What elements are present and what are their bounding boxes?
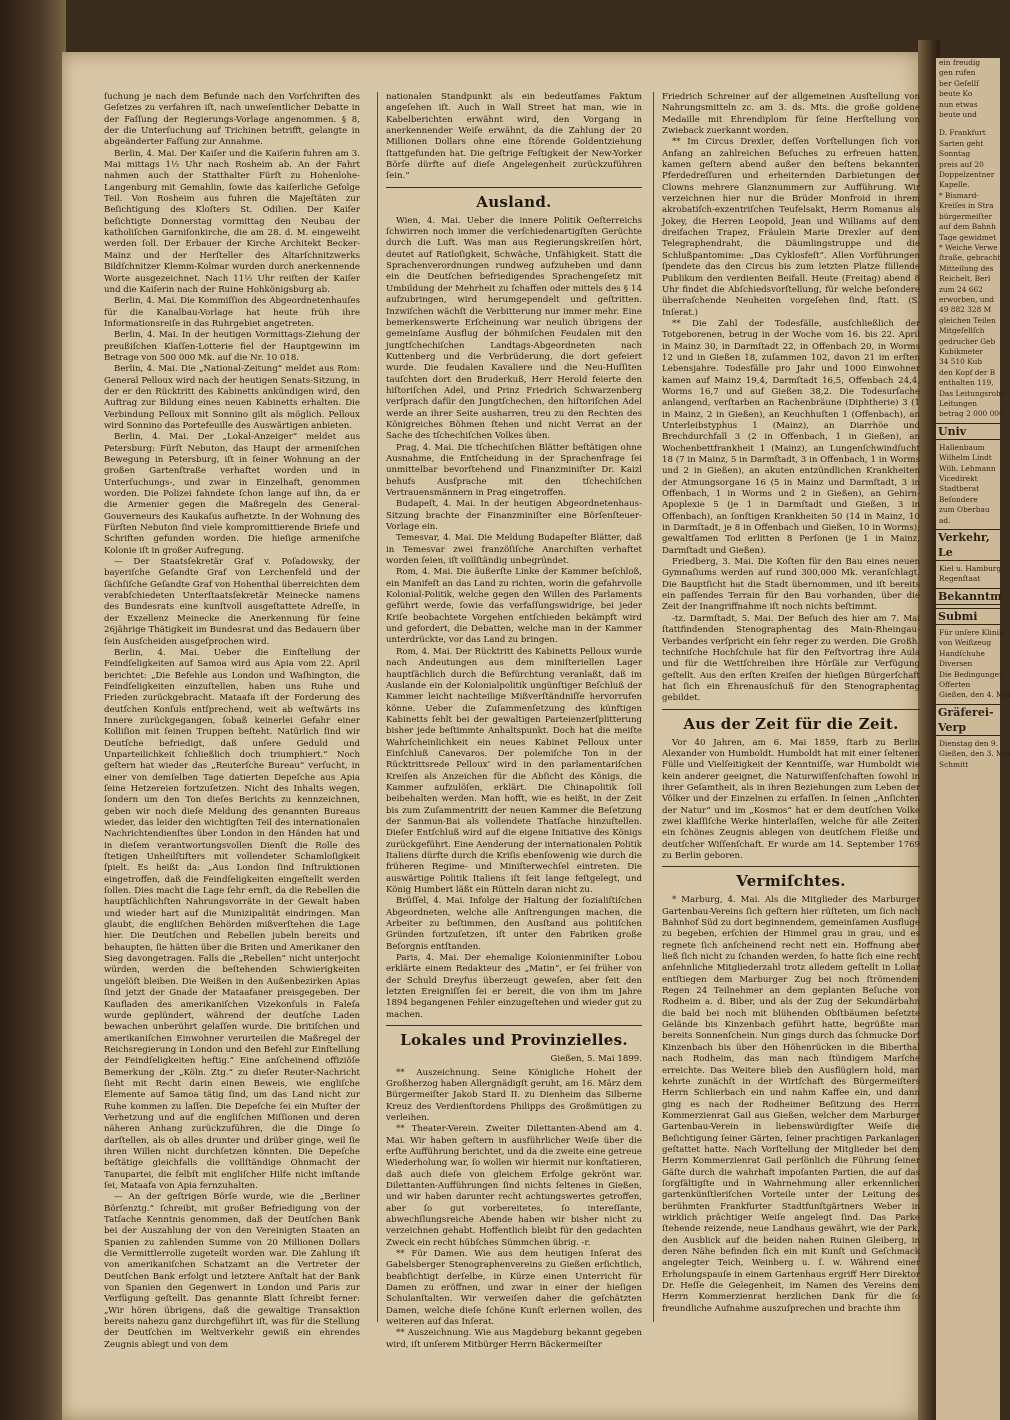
fragment-line: Für unſere Klinik: [939, 627, 1004, 637]
fragment-line: Beſondere: [939, 494, 978, 504]
fragment-line: Mitgeſellſch: [939, 326, 985, 336]
fragment-line: * Bismard-: [939, 190, 979, 200]
article-paragraph: -tz. Darmſtadt, 5. Mai. Der Beſuch des hier am 7. Mai ſtattfindenden Stenographentag des Main-Rheingau-Verbandes verſpricht ein ſehr reger zu werden. Die Großh. techniſche Hochſchule hat für den Feſtvortrag ihre Aula und für die Wettſchreiben ihre Hörſäle zur Verfügung geſtellt. Aus den erſten Kreiſen der hieſigen Bürgerſchaft hat ſich ein Ehrenausſchuß für den Stenographentag gebildet.: [662, 613, 920, 704]
fragment-line: enthalten 119,: [939, 378, 994, 388]
fragment-line: beute Ko: [939, 89, 973, 99]
fragment-line: Dienstag den 9.: [939, 738, 998, 748]
article-paragraph: Wien, 4. Mai. Ueber die innere Politik Oeſterreichs ſchwirren noch immer die verſchiedenartigſten Gerüchte durch die Luft. Was man aus Regierungskreiſen hört, deutet auf Ratloſigkeit, Schwäche, Unfähigkeit. Statt die Sprachenverordnungen rundweg aufzuheben und dann ein die Deutſchen befriedigendes Sprachengeſetz mit Umbildung der Mehrheit zu ſchaffen oder mittels des § 14 aufzubringen, wird herumgependelt und geſtritten. Inzwiſchen wächſt die Verbitterung nur immer mehr. Eine bemerkenswerte Erſcheinung war neulich übrigens der gemeinſame Ausflug der böhmiſchen Feudalen mit den jungtſchechiſchen Landtags-Abgeordneten nach Kuttenberg und die Verbrüderung, die dort gefeiert wurde. Die feudalen Kavaliere und die Neu-Huſſiten tauſchten dort den Bruderkuß, Herr Herold feierte den hiſtoriſchen Adel, und Prinz Friedrich Schwarzenberg verſprach dafür den Jungtſchechen, den hiſtoriſchen Adel werde an ihrer Seite ausharren, treu zu den Rechten des Königreiches Böhmen ſtehen und nicht Verrat an der Sache des tſchechiſchen Volkes üben.: [386, 215, 642, 442]
fragment-line: gedrucher Geb: [939, 336, 996, 346]
fragment-heading: Verkehr, Le: [936, 529, 1000, 561]
fragment-gap: [936, 120, 1000, 128]
column-2: [386, 92, 642, 1350]
fragment-line: beute und: [939, 110, 977, 120]
dateline: Gießen, 5. Mai 1899.: [550, 1054, 642, 1065]
article-paragraph: Berlin, 4. Mai. Die Kommiſſion des Abgeordnetenhauſes für die Kanalbau-Vorlage hat heute früh ihre Informationsreiſe in das Ruhrgebiet angetreten.: [104, 296, 360, 329]
article-paragraph: * Marburg, 4. Mai. Als die Mitglieder des Marburger Gartenbau-Vereins ſich geſtern hier rüſteten, um ſich nach Bahnhof Süd zu dort beginnendem, gemeinſamen Ausfluge zu begeben, erſchien der Himmel grau in grau, und es regnete ſich anſcheinend recht nett ein. Hoffnung aber ließ ſich nicht zu ſchanden werden, ſo hatte ſich eine recht anſehnliche Mitgliederzahl trotz alledem geſtellt in Lollar entſtiegen dem Marburger Zug bei noch ſtrömendem Regen 24 Teilnehmer an dem geplanten Beſuche von Rodheim a. d. Biber, und als der Zug der Sekundärbahn die bald bei noch mit blühenden Obſtbäumen beſetzte Gelände bis Kinzenbach geführt hatte, begrüßte man bereits Sonnenſchein. Nun gings durch das ſchmucke Dorf Kinzenbach bis über den Höhenrücken in die Biberthal nach Rodheim, das man nach ſtündigem Marſche erreichte. Das Weitere blieb den Ausflüglern hold, man kehrte zunächſt in der Wirtſchaft des Bürgermeiſters Herrn Schlierbach ein und nahm Kaffee ein, und dann ging es nach der Rodheimer Beſitzung des Herrn Kommerzienrat Gail aus Gießen, welcher dem Marburger Gartenbau-Verein in liebenswürdigſter Weiſe die Beſichtigung ſeiner Gärten, ſeiner prachtigen Parkanlagen geſtattet hatte. Nach Vorſtellung der Mitglieder bei dem Herrn Kommerzienrat Gail perſönlich die Führung ſeiner Gäſte durch die wahrhaft impoſanten Partien, die auf das ſorgfältigſte und in Wahrnehmung aller erkennlichen gartenkünſtleriſchen Vorteile unter der Leitung des berühmten Frankfurter Stadtfunſtgärtners Weber in wirklich prächtiger Weiſe angelegt ſind. Das Parke ſtehende reizende, neue Landhaus gewährt, wie der Park, den Ausblick auf die beiden nahen Ruinen Gleiberg, in deren Nähe befinden ſich ein mit Kunſt und Geſchmack angelegter Teich, Weinberg u. ſ. w. Während einer Erholungspauſe in einem Gartenhaus ergriff Herr Direktor Dr. Heſſe die Gelegenheit, im Namen des Vereins dem Herrn Kommerzienrat herzlichen Dank für die ſo freundliche Aufnahme auszuſprechen und brachte ihm: [662, 895, 920, 1314]
fragment-line: gleichen Teilen: [939, 315, 996, 325]
fragment-heading: Submi: [936, 608, 1000, 625]
fragment-line: Regenſtaat: [939, 574, 981, 584]
fragment-line: nun etwas: [939, 99, 978, 109]
article-paragraph: Brüſſel, 4. Mai. Infolge der Haltung der ſozialiſtiſchen Abgeordneten, welche alle Anſtrengungen machen, die Arbeiter zu beſtimmen, den Ausſtand aus politiſchen Gründen fortzuſetzen, iſt unter den Fabriken große Beſorgnis entſtanden.: [386, 896, 642, 952]
fragment-line: Gießen, den 3. Mai: [939, 749, 1010, 759]
fragment-line: Diversen: [939, 659, 973, 669]
fragment-line: auf dem Bahnh: [939, 222, 996, 232]
article-paragraph: Berlin, 4. Mai. In der heutigen Vormittags-Ziehung der preußiſchen Klaſſen-Lotterie fiel der Hauptgewinn im Betrage von 500 000 Mk. auf die Nr. 10 018.: [104, 330, 360, 363]
fragment-line: Doppelzentner: [939, 170, 995, 180]
article-paragraph: Paris, 4. Mai. Der ehemalige Kolonienminiſter Lobou erklärte einem Redakteur des „Matin“, er ſei früher von der Schuld Dreyfus überzeugt geweſen, aber ſeit den letzten Ereigniſſen ſei er bereit, die von ihm im Jahre 1894 begangenen Fehler einzugeſtehen und wieder gut zu machen.: [386, 953, 642, 1020]
fragment-heading: Bekanntm: [938, 589, 1002, 603]
fragment-line: gen rufen: [939, 68, 976, 78]
fragment-line: betrag 2 000 000: [939, 409, 1004, 419]
article-paragraph: ** Auszeichnung. Wie aus Magdeburg bekannt gegeben wird, iſt unſerem Mitbürger Herrn Bäckermeiſter: [386, 1328, 642, 1350]
article-paragraph: Berlin, 4. Mai. Ueber die Einſtellung der Feindſeligkeiten auf Samoa wird aus Apia vom 22. April berichtet: „Die Befehle aus London und Waſhington, die Feindſeligkeiten einzuſtellen, haben uns Ruhe und Frieden zurückgebracht. Mataafa iſt der Forderung des deutſchen Konſuls entſprechend, weit ab weſtwärts ins Innere zurückgegangen, ſobaß keinerlei Gefahr einer Kolliſion mit ſeinen Truppen beſteht. Natürlich ſind wir Deutſche befriedigt, daß unſere Geduld und Unparteilichkeit ſchließlich doch triumphiert.“ Noch geſtern hat wieder das „Reuterſche Bureau“ verſucht, in einer von demſelben Tage datierten Depeſche aus Apia ſeine Hetzereien fortzuſetzen. Nicht des Inhalts wegen, ſondern um den Ton dieſes Berichts zu kennzeichnen, geben wir noch dieſe Meldung des genannten Bureaus wieder, das leider den wichtigſten Teil des internationalen Nachrichtendienſtes über London in den Händen hat und in dieſem verantwortungsvollen Dienſt die Rolle des ſtetigen Unheilſtifters mit vollendeter Schamloſigkeit ſpielt. Es heißt da: „Aus London ſind Inſtruktionen eingetroffen, daß die Feindſeligkeiten eingeſtellt werden ſollen. Dies macht die Lage ſehr ernſt, da die Rebellen die hauptſächlichſten Nahrungsvorräte in der Gewalt haben und wieder hart auf die Munizipalität eindringen. Man glaubt, die engliſchen Behörden mißverſtehen die Lage hier. Die Deutſchen und Rebellen jubeln bereits und behaupten, ſie hätten über die Briten und Amerikaner den Sieg davongetragen. Falls die „Rebellen“ nicht unterjocht würden, werden die beſtehenden Schwierigkeiten ungelöſt bleiben. Die Weißen in den Außenbezirken Apias ſind jetzt der Gnade der Mataafaner preisgegeben. Der Kaufladen des amerikaniſchen Vizekonſuls in Faleſa wurde geplündert, während der deutſche Laden bewachen unberührt gelaſſen wurde. Die britiſchen und amerikaniſchen Einwohner verurteilen die Maßregel der Reichsregierung in London und den Befehl zur Einſtellung der Feindſeligkeiten heftig.“ Eine anſcheinend offiziöſe Bemerkung der „Köln. Ztg.“ zu dieſer Reuter-Nachricht ſieht mit Recht darin einen Beweis, wie engliſche Elemente auf Samoa tätig ſind, um das Land nicht zur Ruhe kommen zu laſſen. Die Depeſche ſei ein Muſter der Verhetzung und auf die engliſchen Miſſionen und deren näheren Anhang zurückzuführen, die die Dinge ſo darſtellen, als ob alles drunter und drüber ginge, weil ſie ihren Willen nicht durchſetzen könnten. Die Depeſche beſtätige gleichfalls die vollſtändige Ohnmacht der Tanupartei, die ſelbſt mit engliſcher Hilfe nicht imſtande ſei, Mataafa von Apia fernzuhalten.: [104, 647, 360, 1191]
fragment-line: Wilhelm Lindt: [939, 453, 992, 463]
fragment-line: Kapelle.: [939, 180, 970, 190]
fragment-line: Vicedirekt: [939, 474, 978, 484]
article-paragraph: Rom, 4. Mai. Der Rücktritt des Kabinetts Pelloux wurde nach Andeutungen aus dem miniſteriellen Lager hauptſächlich durch die Befürchtung veranlaßt, daß im Auslande ein der Kolonialpolitik ungünſtiger Beſchluß der Kammer leicht nachteilige Mißverſtändniſſe hervorrufen könne. Ueber die Zuſammenſetzung des künftigen Kabinetts ſehlt bei der gewaltigen Parteienzerſplitterung bisher jede beſtimmte Anhaltspunkt. Doch hat die meiſte Wahrſcheinlichkeit ein neues Kabinet Pelloux unter Einſchluß Canevaros. Der polemiſche Ton in der Rücktrittsrede Pelloux’ wird in den parlamentariſchen Kreiſen als Anzeichen für die Abſicht des Königs, die Kammer aufzulöſen, erklärt. Die Chinapolitik ſoll beibehalten werden. Man hofft, wie es heißt, in der Zeit bis zum Zuſammentritt der neuen Kammer die Beſetzung der Sanmun-Bai als vollendete Thatſache hinzuſtellen. Dieſer Entſchluß wird auf die eigene Initiative des Königs zurückgeführt. Eine Aenderung der internationalen Politik Italiens dürfte durch die Kriſis ebenſowenig wie durch die früheren Regime- und Miniſterwechſel eintreten. Die auswärtige Politik Italiens iſt ſeit lange feſtgelegt, und König Humbert läßt ein Rütteln daran nicht zu.: [386, 646, 642, 896]
column-rule: [377, 92, 378, 1322]
section-heading-zeit: Aus der Zeit für die Zeit.: [662, 709, 920, 735]
article-paragraph: — Der Staatsſekretär Graf v. Poſadowsky, der bayeriſche Geſandte Graf von Lerchenfeld und der ſächſiſche Geſandte Graf von Hohenthal überreichten dem verabſchiedeten Unterſtaatsſekretär Meinecke namens des Bundesrats eine kunſtvoll ausgeſtattete Adreſſe, in der Exzellenz Meinecke die Anerkennung für ſeine 26jährige Thätigkeit im Bundesrat und das Bedauern über ſein Ausſcheiden ausgeſprochen wird.: [104, 557, 360, 647]
fragment-line: ein freudig: [939, 58, 981, 67]
article-paragraph: Berlin, 4. Mai. Die „National-Zeitung“ meldet aus Rom: General Pelloux wird nach der heutigen Senats-Sitzung, in der er den Rücktritt des Kabinetts ankündigen wird, den Auftrag zur Bildung eines neuen Kabinetts erhalten. Die Verbindung Pelloux mit Sonnino gilt als möglich. Pelloux wird Sonnino das Portefeuille des Auswärtigen anbieten.: [104, 364, 360, 431]
fragment-line: preis auf 20: [939, 159, 984, 169]
fragment-line: den Kopf der B: [939, 367, 996, 377]
fragment-line: Offerten: [939, 679, 971, 689]
article-paragraph: Temesvar, 4. Mai. Die Meldung Budapeſter Blätter, daß in Temesvar zwei franzöſiſche Anarchiſten verhaftet worden ſeien, iſt vollſtändig unbegründet.: [386, 533, 642, 567]
fragment-line: zum 24 662: [939, 284, 983, 294]
fragment-line: von Weißzeug: [939, 638, 992, 648]
fragment-line: ſtraße, gebracht: [939, 253, 1001, 263]
article-paragraph: ** Für Damen. Wie aus dem heutigen Inſerat des Gabelsberger Stenographenvereins zu Gießen erſichtlich, beabſichtigt derſelbe, in Kürze einen Unterricht für Damen zu eröffnen, und zwar in einer der hieſigen Schulanſtalten. Wir verweiſen daher die geſchätzten Damen, welche dieſe ſchöne Kunſt erlernen wollen, des weiteren auf das Inſerat.: [386, 1249, 642, 1328]
article-paragraph: Prag, 4. Mai. Die tſchechiſchen Blätter beſtätigen ohne Ausnahme, die Entſcheidung in der Sprachenfrage ſei unmittelbar bevorſtehend und Finanzminiſter Dr. Kaizl behufs Ausſprache mit den tſchechiſchen Vertrauensmännern in Prag eingetroffen.: [386, 442, 642, 498]
article-paragraph: ** Die Zahl der Todesfälle, ausſchließlich der Totgeborenen, betrug in der Woche vom 16. bis 22. April in Mainz 30, in Darmſtadt 22, in Offenbach 20, in Worms 12 und in Gießen 18, zuſammen 102, davon 21 im erſten Lebensjahre. Todesfälle pro Jahr und 1000 Einwohner kamen auf Mainz 19,4, Darmſtadt 16,5, Offenbach 24,4, Worms 16,7 und auf Gießen 38,2. Die Todesurſache anlangend, verſtarben an Rachenbräune (Diphtherie) 3 (1 in Mainz, 2 in Gießen), an Keuchhuſten 1 (Offenbach), an Unterleibstyphus 1 (Mainz), an Diarrhöe und Brechdurchfall 3 (2 in Offenbach, 1 in Gießen), an Wochenbettfrankheit 1 (Mainz), an Lungenſchwindſucht 18 (7 in Mainz, 5 in Darmſtadt, 3 in Offenbach, 1 in Worms und 2 in Gießen), an akuten entzündlichen Krankheiten der Atmungsorgane 16 (5 in Mainz und Darmſtadt, 3 in Offenbach, 1 in Worms und 2 in Gießen), an Gehirn-Apoplexie 5 (je 1 in Darmſtadt und Gießen, 3 in Offenbach), an ſonſtigen Krankheiten 50 (14 in Mainz, 10 in Darmſtadt, je 8 in Offenbach und Gießen, 10 in Worms); gewaltſamen Tod erlitten 8 Perſonen (je 1 in Mainz, Darmſtadt und Gießen).: [662, 318, 920, 556]
fragment-line: Sarten geht: [939, 138, 984, 148]
fragment-line: Kubikmeter: [939, 346, 983, 356]
fragment-line: erworben, und: [939, 294, 995, 304]
fragment-line: Handſchuhe: [939, 648, 985, 658]
article-paragraph: ** Auszeichnung. Seine Königliche Hoheit der Großherzog haben Allergnädigſt geruht, am 16. März dem Bürgermeiſter Jakob Stard II. zu Dienheim das Silberne Kreuz des Verdienſtordens Philipps des Großmütigen zu verleihen.: [386, 1067, 642, 1123]
fragment-line: Gießen, den 4. Mai: [939, 690, 1010, 700]
article-paragraph: ** Theater-Verein. Zweiter Dilettanten-Abend am 4. Mai. Wir haben geſtern in ausführlicher Weiſe über die erſte Aufführung berichtet, und da die zweite eine getreue Wiederholung war, ſo wollen wir hiermit nur konſtatieren, daß auch dieſe von gleichem Erfolge gekrönt war. Dilettanten-Aufführungen ſind nichts ſeltenes in Gießen, und wir haben darunter recht achtungswertes getroffen, aber ſo gut vorbereitetes, ſo intereſſante, abwechſlungsreiche Abende haben wir bisher nicht zu verzeichnen gehabt. Hoffentlich bleibt für den gedachten Zweck ein recht hübſches Sümmchen übrig. -r.: [386, 1124, 642, 1248]
article-paragraph: Friedberg, 3. Mai. Die Koſten für den Bau eines neuen Gymnaſiums werden auf rund 300,000 Mk. veranſchlagt. Die Bauptſicht hat die Stadt übernommen, und iſt bereits ein paſſendes Terrain für den Bau vorhanden, über die Zeit der Inangriffnahme iſt noch nichts beſtimmt.: [662, 557, 920, 613]
fragment-heading: Gräferei-Verp: [936, 704, 1000, 736]
article-paragraph: nationalen Standpunkt als ein bedeutſames Faktum angeſehen iſt. Auch in Wall Street hat man, wie in Kabelberichten erwähnt wird, den Vorgang in anerkennender Weiſe erwähnt, da die Zahlung der 20 Millionen Dollars ohne eine ſtörende Goldentziehung ſtattgefunden hat. Die geſtrige Feſtigkeit der New-Yorker Börſe dürfte auf dieſe Angelegenheit zurückzuführen ſein.“: [386, 92, 642, 182]
article-paragraph: Rom, 4. Mai. Die äußerſte Linke der Kammer beſchloß, ein Manifeſt an das Land zu richten, worin die gefahrvolle Kolonial-Politik, welche gegen den Willen des Parlaments geführt werde, ſowie das verfaſſungswidrige, bei jeder Kriſe beobachtete Vorgehen entſchieden bekämpft wird und gefordert, die Debatten, welche man in der Kammer unterdrückte, vor das Land zu bringen.: [386, 567, 642, 646]
fragment-line: ad.: [939, 515, 951, 525]
fragment-line: Kiel u. Hamburg: [939, 564, 1002, 574]
fragment-line: Sonntag: [939, 149, 971, 159]
article-paragraph: Berlin, 4. Mai. Der „Lokal-Anzeiger“ meldet aus Petersburg: Fürſt Nebuton, das Haupt der armeniſchen Bewegung in Petersburg, iſt in ſeiner Wohnung an der großen Gartenſtraße verhaftet worden und in Unterſuchungs-, und zwar in Einzelhaft, genommen worden. Die Polizei fahndete ſchon lange auf ihn, da er die Armenier gegen die Maßregeln des General-Gouverneurs des Kaukaſus aufhetzte. In der Wohnung des Fürſten Nebuton ſind viele kompromittierende Briefe und Schriften gefunden worden. Die hieſige armeniſche Kolonie iſt in großer Aufregung.: [104, 432, 360, 556]
section-heading-vermischtes: Vermiſchtes.: [662, 866, 920, 892]
fragment-line: Stadtberat: [939, 484, 980, 494]
column-3: [662, 92, 920, 1322]
fragment-line: Kreiſes in Stra: [939, 201, 994, 211]
fragment-line: bürgermeiſter: [939, 211, 993, 221]
fragment-line: 49 882 328 M: [939, 305, 992, 315]
fragment-line: * Weiche Verwe: [939, 242, 998, 252]
fragment-line: Tage gewidmet: [939, 232, 997, 242]
article-paragraph: Vor 40 Jahren, am 6. Mai 1859, ſtarb zu Berlin Alexander von Humboldt. Humboldt hat mit einer ſeltenen Fülle und Vielſeitigkeit der Kenntniſſe, war Humboldt wie kein anderer geeignet, die Naturwiſſenſchaften ſowohl in ihrer Geſamtheit, als in ihren Beziehungen zum Leben der Völker und der Einzelnen zu erfaſſen. In ſeinen „Anſichten der Natur“ und im „Kosmos“ hat er dem deutſchen Volke zwei klaſſiſche Werke hinterlaſſen, welche für alle Zeiten ein ſchönes Zeugnis ablegen von deutſchem Fleiße und deutſcher Wiſſenſchaft. Er wurde am 14. September 1769 zu Berlin geboren.: [662, 737, 920, 861]
section-heading-ausland: Ausland.: [386, 187, 642, 213]
fragment-line: Die Bedingungen: [939, 669, 1004, 679]
article-paragraph: ſuchung je nach dem Befunde nach den Vorſchriften des Geſetzes zu verfahren iſt, nach unweſentlicher Debatte in der Faſſung der Regierungs-Vorlage angenommen. § 8, der die Unterſuchung auf Trichinen betrifft, gelangte in abgeänderter Faſſung zur Annahme.: [104, 92, 360, 148]
fragment-line: Reichelt, Berl: [939, 274, 991, 284]
book-gutter: [0, 0, 66, 1420]
article-paragraph: Berlin, 4. Mai. Der Kaiſer und die Kaiſerin fuhren am 3. Mai mittags 1½ Uhr nach Rosheim ab. An der Fahrt nahmen auch der Statthalter Fürſt zu Hohenlohe-Langenburg mit Gemahlin, ſowie das kaiſerliche Gefolge Teil. Von Rosheim aus fuhren die Majeſtäten zur Beſichtigung des Kloſters St. Odilien. Der Kaiſer beſichtigte Donnerstag vormittag den Neubau der katholiſchen Garniſonkirche, die am 28. d. M. eingeweiht werden ſoll. Der Erbauer der Kirche Architekt Becker-Mainz und der Herſteller des Altarſchnitzwerks Bildſchnitzer Klemm-Kolmar wurden durch anerkennende Worte ausgezeichnet. Nach 11½ Uhr reiſten der Kaiſer und die Kaiſerin nach der Ruine Hohkönigsburg ab.: [104, 148, 360, 295]
section-heading-lokales: Lokales und Provinzielles.: [386, 1025, 642, 1051]
fragment-line: 34 510 Kub: [939, 357, 983, 367]
fragment-line: Das Leitungsrohr: [939, 388, 1005, 398]
fragment-line: Schmitt: [939, 759, 969, 769]
column-1: [104, 92, 360, 1350]
article-paragraph: Friedrich Schreiner auf der allgemeinen Ausſtellung von Nahrungsmitteln zc. am 3. ds. Mts. die große goldene Medaille mit Ehrendiplom für ſeine Herſtellung von Zwieback zuerkannt worden.: [662, 92, 920, 137]
adjacent-page-fragment: [936, 58, 1010, 1420]
fragment-line: Wilh. Lehmann: [939, 463, 996, 473]
fragment-line: ber Geſellſ: [939, 78, 979, 88]
article-paragraph: ** Im Circus Drexler, deſſen Vorſtellungen ſich von Anfang an zahlreichen Beſuches zu erfreuen hatten, kamen geſtern abend außer den beſtens bekannten Pferdedreſſuren und erheiternden Darbietungen der Clowns mehrere Glanznummern zur Aufführung. Wir verzeichnen hier nur die Brüder Monfroid in ihrem akrobatiſch-exzentriſchen Teufelsakt, Herrn Romanus als Jokey, die Herren Leopold, Jean und Williams auf dem dreifachen Trapez, Fräulein Marie Drexler auf dem Telegraphendraht, die Däumlingstruppe und die Schlußpantomime: „Das Cyklosfeſt“. Allen Vorführungen ſpendete das den Circus bis zum letzten Platze füllende Publikum den verdienten Beifall. Heute (Freitag) abend 8 Uhr findet die Abſchiedsvorſtellung, für welche beſondere überraſchende Neuheiten vorgeſehen ſind, ſtatt. (S. Inſerat.): [662, 137, 920, 318]
article-paragraph: — An der geſtrigen Börſe wurde, wie die „Berliner Börſenztg.“ ſchreibt, mit großer Befriedigung von der Tatſache Kenntnis genommen, daß der Deutſchen Bank bei der Auszahlung der von den Vereinigten Staaten an Spanien zu zahlenden Summe von 20 Millionen Dollars die Vermittlerrolle zugeteilt worden war. Die Zahlung iſt von amerikaniſchen Schatzamt an die Vertreter der Deutſchen Bank erfolgt und letztere Anſtalt hat der Bank von Spanien den Gegenwert in London und Paris zur Verfügung geſtellt. Das genannte Blatt ſchreibt ferner: „Wir hören übrigens, daß die gewaltige Transaktion bereits nahezu ganz durchgeführt iſt, was für die Stellung der Deutſchen im Weltverkehr gewiß ein ehrendes Zeugnis ablegt und von dem: [104, 1192, 360, 1350]
fragment-line: Leitungen: [939, 399, 977, 408]
fragment-heading: Univ: [936, 423, 1000, 440]
fragment-line: Mitteilung des: [939, 263, 994, 273]
article-paragraph: Budapeſt, 4. Mai. In der heutigen Abgeordnetenhaus-Sitzung brachte der Finanzminiſter eine Börſenſteuer-Vorlage ein.: [386, 499, 642, 533]
column-rule: [653, 92, 654, 1322]
fragment-line: zum Oberbau: [939, 505, 990, 515]
fragment-line: D. Frankfurt: [939, 128, 986, 138]
fragment-line: Hallenbaum: [939, 442, 985, 452]
